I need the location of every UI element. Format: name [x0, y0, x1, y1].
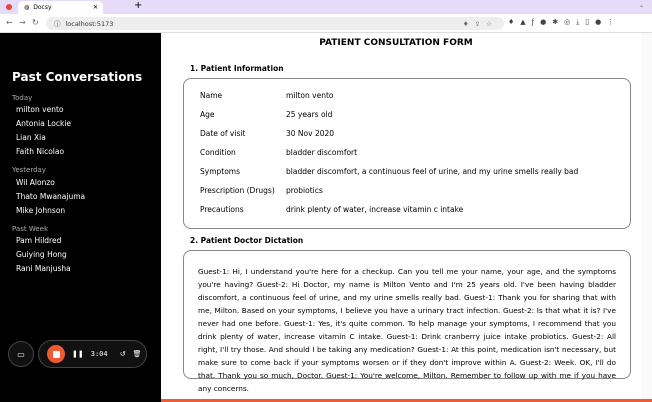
dictation-box: Guest-1: Hi, I understand you're here for a checkup. Can you tell me your name, your age, and the symptoms you're having? Guest-2: Hi Doctor, my name is Milton Vento and I'm 25 years old. I've been having bladder discomfort, a continuous feel of urine, and my urine smells really bad. Guest-1: Thank you for sharing that with me, Milton. Based on your symptoms, I believe you have a urinary tract infection. Guest-2: Is that what it is? I've never had one before. Guest-1: Yes, it's quite common. To help manage your symptoms, I recommend that you drink plenty of water, increase vitamin C intake. Guest-1: Drink cranberry juice intake probiotics. Guest-2: All right, I'll try those. And should I be taking any medication? Guest-1: At this point, medication isn't necessary, but make sure to come back if your symptoms worsen or if they don't improve within A. Guest-2: Week. OK, I'll do that. Thank you so much, Doctor. Guest-1: You're welcome, Milton. Remember to follow up with me if you have any concerns.	[183, 250, 631, 379]
field-label: Precautions	[200, 205, 244, 214]
field-label: Date of visit	[200, 129, 246, 138]
stop-button[interactable]	[47, 345, 65, 363]
url-field[interactable]	[46, 17, 504, 30]
url-text: localhost:5173	[65, 19, 114, 28]
tab-docsy[interactable]	[18, 1, 103, 14]
address-bar-row	[0, 14, 652, 33]
section-patient-info: 1. Patient Information	[190, 64, 284, 73]
conversation-item[interactable]: Pam Hildred	[16, 236, 62, 245]
group-yesterday: Yesterday	[12, 166, 46, 174]
field-label: Condition	[200, 148, 236, 157]
scrollbar[interactable]	[642, 33, 652, 402]
recording-time: 3:04	[90, 350, 108, 358]
field-name	[200, 91, 334, 100]
restart-button[interactable]: ↺	[119, 350, 126, 358]
field-value: 25 years old	[286, 110, 333, 119]
field-label: Symptoms	[200, 167, 241, 176]
conversation-item[interactable]: Rani Manjusha	[16, 264, 71, 273]
pause-button[interactable]: ❚❚	[72, 350, 84, 358]
forward-button[interactable]: →	[19, 18, 26, 27]
reload-button[interactable]: ↻	[32, 18, 39, 27]
delete-button[interactable]: 🗑	[132, 350, 142, 358]
conversation-item[interactable]: Wil Alonzo	[16, 178, 55, 187]
back-button[interactable]: ←	[6, 18, 13, 27]
conversation-item[interactable]: Faith Nicolao	[16, 147, 65, 156]
camera-button[interactable]	[8, 341, 34, 367]
group-today: Today	[12, 94, 33, 102]
field-age	[200, 110, 333, 119]
conversation-item[interactable]: Lian Xia	[16, 133, 46, 142]
sidebar	[0, 33, 161, 402]
field-label: Name	[200, 91, 223, 100]
field-label: Age	[200, 110, 215, 119]
new-tab-button[interactable]: +	[134, 0, 143, 11]
field-symptoms	[200, 167, 579, 176]
patient-info-box	[183, 78, 631, 229]
page-title: PATIENT CONSULTATION FORM	[319, 38, 473, 48]
record-indicator-icon	[6, 4, 12, 10]
field-prescription	[200, 186, 323, 195]
extension-icons[interactable]: ♦▲ƒ●✱◎⤓▯●⋮	[508, 18, 621, 26]
globe-icon: ◍	[24, 4, 30, 11]
video-camera-icon: ▭	[17, 349, 25, 359]
conversation-item[interactable]: Thato Mwanajuma	[16, 192, 86, 201]
field-value: 30 Nov 2020	[286, 129, 335, 138]
field-value: bladder discomfort, a continuous feel of urine, and my urine smells really bad	[286, 167, 579, 176]
field-value: drink plenty of water, increase vitamin c intake	[286, 205, 464, 214]
tab-list-chevron-icon[interactable]: ⌄	[638, 2, 644, 9]
field-value: probiotics	[286, 186, 323, 195]
field-value: bladder discomfort	[286, 148, 358, 157]
section-dictation: 2. Patient Doctor Dictation	[190, 236, 304, 245]
conversation-item[interactable]: Antonia Lockie	[16, 119, 72, 128]
close-tab-icon[interactable]: ✕	[92, 4, 98, 11]
conversation-item[interactable]: Guiying Hong	[16, 250, 67, 259]
stop-icon	[53, 351, 60, 358]
conversation-item[interactable]: milton vento	[16, 105, 64, 114]
field-precautions	[200, 205, 464, 214]
tab-bar	[0, 0, 652, 14]
field-value: milton vento	[286, 91, 334, 100]
mic-share-star-icons[interactable]: ♦⇪☆	[462, 19, 498, 28]
field-date	[200, 129, 335, 138]
sidebar-title: Past Conversations	[12, 70, 143, 84]
info-icon: ⓘ	[54, 20, 61, 28]
main-content	[161, 33, 652, 402]
group-past-week: Past Week	[12, 225, 48, 233]
recorder-controls	[38, 340, 147, 368]
tab-title: Docsy	[33, 4, 52, 11]
field-label: Prescription (Drugs)	[200, 186, 275, 195]
field-condition	[200, 148, 358, 157]
conversation-item[interactable]: Mike Johnson	[16, 206, 66, 215]
